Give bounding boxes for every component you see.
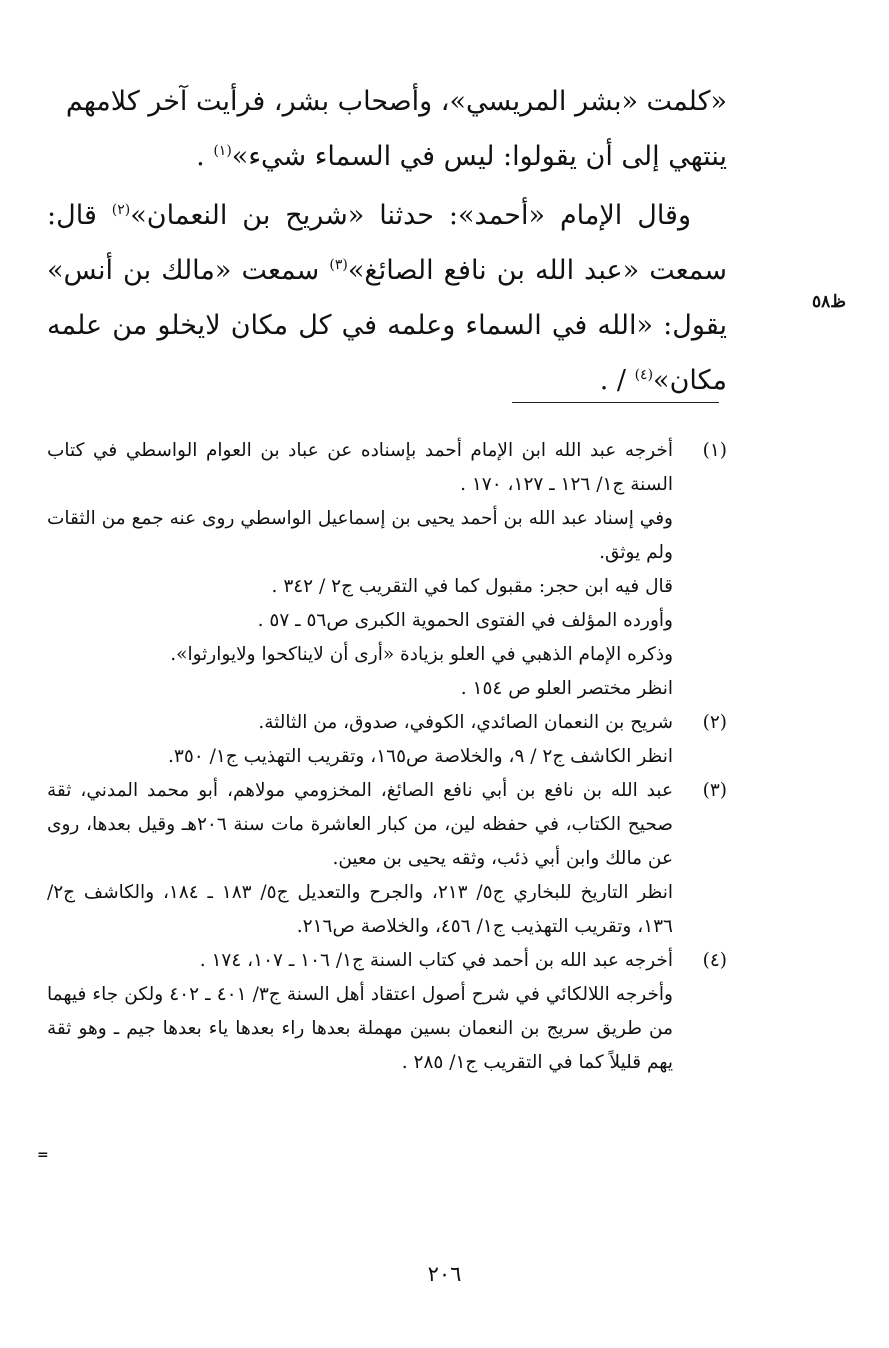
footnote-separator <box>512 402 719 403</box>
footnote-line: وذكره الإمام الذهبي في العلو بزيادة «أرى أن لايناكحوا ولايوارثوا». <box>170 644 673 665</box>
footnote-3 <box>47 774 727 944</box>
footnote-ref-3: (٣) <box>329 257 348 273</box>
footnote-line: انظر التاريخ للبخاري ج٥/ ٢١٣، والجرح والتعديل ج٥/ ١٨٣ ـ ١٨٤، والكاشف ج٢/ ١٣٦، وتقريب التهذيب ج١/ ٤٥٦، والخلاصة ص٢١٦. <box>47 882 673 937</box>
footnote-line: أخرجه عبد الله ابن الإمام أحمد بإسناده عن عباد بن العوام الواسطي في كتاب السنة ج١/ ١٢٦ ـ ١٢٧، ١٧٠ . <box>47 440 673 495</box>
footnote-line: انظر مختصر العلو ص ١٥٤ . <box>460 678 673 699</box>
paragraph-2-part-b: قال: سمعت «عبد الله بن نافع الصائغ» <box>47 200 727 286</box>
footnote-line: قال فيه ابن حجر: مقبول كما في التقريب ج٢ / ٣٤٢ . <box>271 576 673 597</box>
footnote-line: عبد الله بن نافع بن أبي نافع الصائغ، المخزومي مولاهم، أبو محمد المدني، ثقة صحيح الكتاب، في حفظه لين، من كبار العاشرة مات سنة ٢٠٦هـ وقيل بعدها، روى عن مالك وابن أبي ذئب، وثقه يحيى بن معين. <box>47 780 673 869</box>
footnote-line: وأورده المؤلف في الفتوى الحموية الكبرى ص٥٦ ـ ٥٧ . <box>257 610 673 631</box>
footnote-ref-4: (٤) <box>634 367 654 383</box>
footnote-line: شريح بن النعمان الصائدي، الكوفي، صدوق، من الثالثة. <box>258 712 673 733</box>
paragraph-1-line-2: ينتهي إلى أن يقولوا: ليس في السماء شيء» <box>231 141 727 172</box>
paragraph-2-end: / . <box>599 365 635 396</box>
footnote-number: (١) <box>702 440 727 461</box>
footnote-ref-1: (١) <box>213 143 232 159</box>
page-number: ٢٠٦ <box>427 1262 462 1286</box>
main-text <box>47 74 727 408</box>
footnote-line: انظر الكاشف ج٢ / ٩، والخلاصة ص١٦٥، وتقريب التهذيب ج١/ ٣٥٠. <box>168 746 673 767</box>
paragraph-1-line-1: «كلمت «بشر المريسي»، وأصحاب بشر، فرأيت آخر كلامهم <box>65 86 727 117</box>
paragraph-1 <box>47 74 727 184</box>
manuscript-folio-note: ظ٥٨ <box>812 292 846 312</box>
footnote-line: وفي إسناد عبد الله بن أحمد يحيى بن إسماعيل الواسطي روى عنه جمع من الثقات ولم يوثق. <box>47 508 673 563</box>
paragraph-2-part-c: سمعت «مالك بن أنس» يقول: «الله في السماء وعلمه في كل مكان لايخلو من علمه مكان» <box>47 255 727 396</box>
footnote-ref-2: (٢) <box>111 202 131 218</box>
footnote-line: وأخرجه اللالكائي في شرح أصول اعتقاد أهل السنة ج٣/ ٤٠١ ـ ٤٠٢ ولكن جاء فيهما من طريق سريج بن النعمان بسين مهملة بعدها راء بعدها ياء بعدها جيم ـ وهو ثقة يهم قليلاً كما في التقريب ج١/ ٢٨٥ . <box>47 984 673 1073</box>
paragraph-2-part-a: وقال الإمام «أحمد»: حدثنا «شريح بن النعمان» <box>130 200 691 231</box>
paragraph-1-end: . <box>196 141 214 172</box>
footnote-2 <box>47 706 727 774</box>
footnotes <box>47 434 727 1080</box>
paragraph-2 <box>47 188 727 408</box>
footnote-4 <box>47 944 727 1080</box>
footnote-number: (٤) <box>702 950 727 971</box>
footnote-number: (٢) <box>702 712 727 733</box>
footnote-number: (٣) <box>702 780 727 801</box>
continuation-mark: = <box>37 1147 49 1163</box>
footnote-line: أخرجه عبد الله بن أحمد في كتاب السنة ج١/ ١٠٦ ـ ١٠٧، ١٧٤ . <box>199 950 673 971</box>
footnote-1 <box>47 434 727 706</box>
